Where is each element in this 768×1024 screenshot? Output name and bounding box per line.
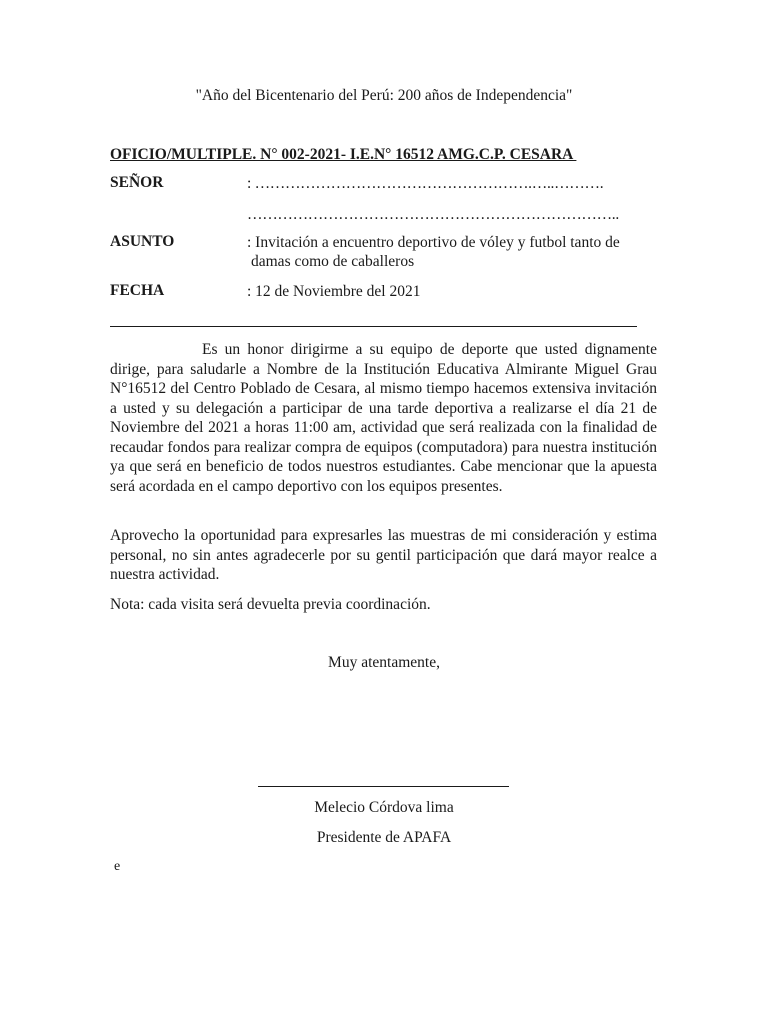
oficio-reference: OFICIO/MULTIPLE. N° 002-2021- I.E.N° 16512 AMG.C.P. CESARA <box>110 146 577 163</box>
fecha-value: : 12 de Noviembre del 2021 <box>247 283 421 300</box>
separator-rule <box>110 326 637 327</box>
signature-line <box>258 786 509 787</box>
year-title: "Año del Bicentenario del Perú: 200 años de Independencia" <box>195 87 573 104</box>
signer-name: Melecio Córdova lima <box>314 799 454 816</box>
senor-value <box>247 174 657 224</box>
body-paragraph-2: Aprovecho la oportunidad para expresarles las muestras de mi consideración y estima personal, no sin antes agradecerle por su gentil participación que dará mayor realce a nuestra actividad. <box>110 527 657 583</box>
signer-title: Presidente de APAFA <box>316 829 452 846</box>
asunto-text-continued: damas como de caballeros <box>251 253 415 270</box>
asunto-text: : Invitación a encuentro deportivo de vóley y futbol tanto de <box>247 234 620 251</box>
senor-label: SEÑOR <box>110 174 164 191</box>
fecha-label: FECHA <box>110 282 165 299</box>
body-paragraph-1: Es un honor dirigirme a su equipo de deporte que usted dignamente dirige, para saludarle a Nombre de la Institución Educativa Almirante Miguel Grau N°16512 del Centro Poblado de Cesara, al mismo tiempo hacemos extensiva invitación a usted y su delegación a participar de una tarde deportiva a realizarse el día 21 de Noviembre del 2021 a horas 11:00 am, actividad que será realizada con la finalidad de recaudar fondos para realizar compra de equipos (computadora) para nuestra institución ya que será en beneficio de todos nuestros estudiantes. Cabe mencionar que la apuesta será acordada en el campo deportivo con los equipos presentes. <box>110 341 657 495</box>
asunto-label: ASUNTO <box>110 233 175 250</box>
closing-salutation: Muy atentamente, <box>328 654 440 671</box>
stray-character: e <box>114 859 121 874</box>
senor-dots-line-2: ……………………………………………………………….. <box>247 206 619 223</box>
note-text: Nota: cada visita será devuelta previa coordinación. <box>110 596 431 613</box>
senor-dots-line-1: : ……………………………………………….…..………. <box>247 175 604 192</box>
asunto-value <box>247 233 657 271</box>
